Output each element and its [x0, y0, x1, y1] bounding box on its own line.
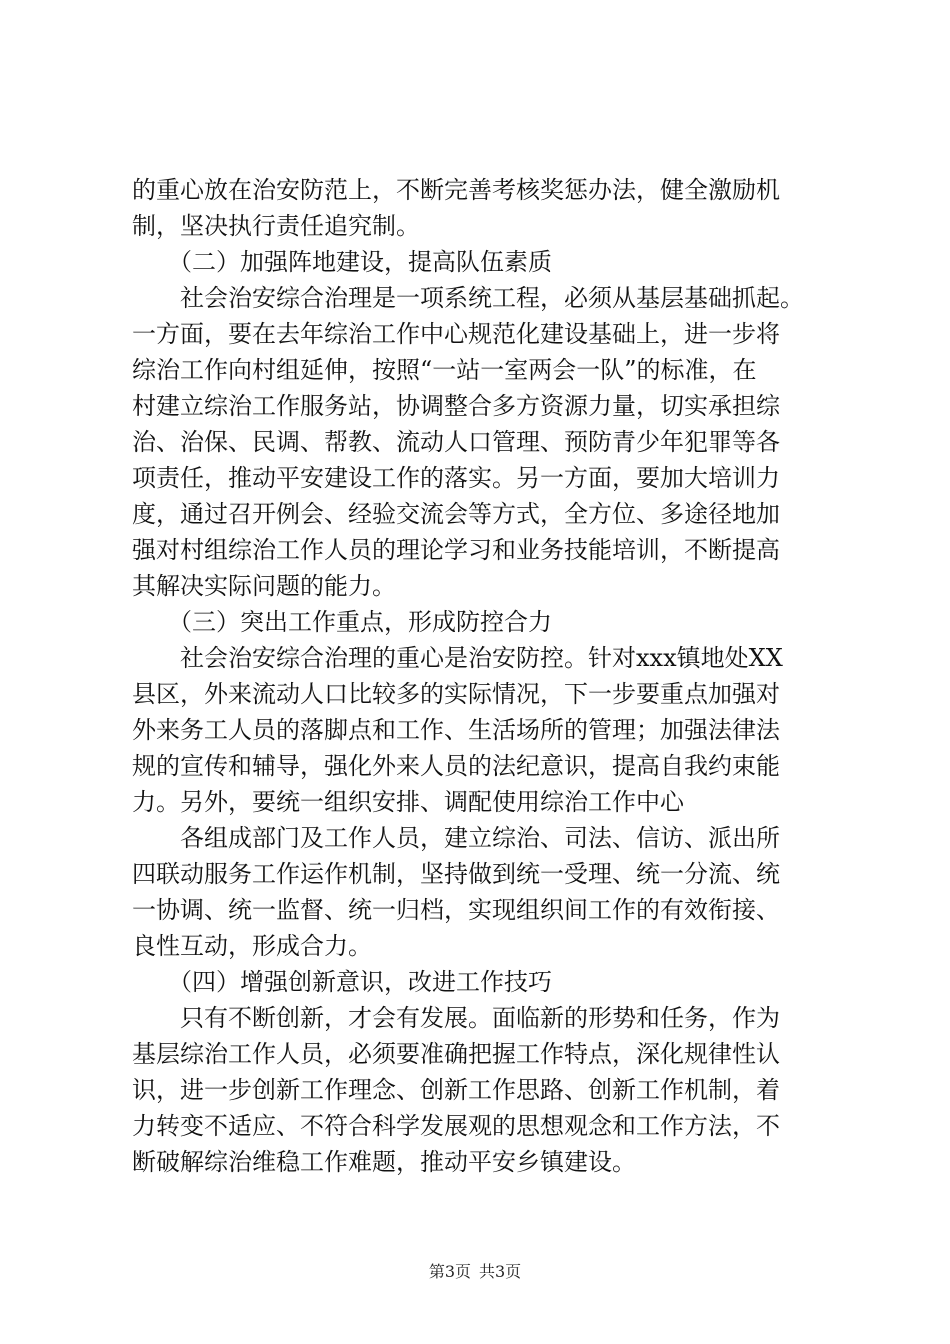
text-line: 一协调、统一监督、统一归档，实现组织间工作的有效衔接、 — [132, 896, 780, 924]
text-line: 度，通过召开例会、经验交流会等方式，全方位、多途径地加 — [132, 500, 780, 528]
text-line: 力转变不适应、不符合科学发展观的思想观念和工作方法，不 — [132, 1112, 780, 1140]
page-footer — [0, 1262, 950, 1282]
text-line: 其解决实际问题的能力。 — [132, 572, 396, 600]
text-line: 只有不断创新，才会有发展。面临新的形势和任务，作为 — [132, 1004, 780, 1032]
text-line: 社会治安综合治理是一项系统工程，必须从基层基础抓起。 — [132, 284, 804, 312]
text-line: 的重心放在治安防范上，不断完善考核奖惩办法，健全激励机 — [132, 176, 780, 204]
text-line: 县区，外来流动人口比较多的实际情况，下一步要重点加强对 — [132, 680, 780, 708]
text-line: 制，坚决执行责任追究制。 — [132, 212, 420, 240]
page-number: 第3页 — [428, 1262, 471, 1281]
text-line: 各组成部门及工作人员，建立综治、司法、信访、派出所 — [132, 824, 780, 852]
text-line: 强对村组综治工作人员的理论学习和业务技能培训，不断提高 — [132, 536, 780, 564]
text-line: 综治工作向村组延伸，按照“一站一室两会一队”的标准，在 — [132, 356, 757, 384]
text-line: 项责任，推动平安建设工作的落实。另一方面，要加大培训力 — [132, 464, 780, 492]
text-line: 社会治安综合治理的重心是治安防控。针对xxx镇地处XX — [132, 644, 783, 672]
text-line: 良性互动，形成合力。 — [132, 932, 372, 960]
text-line: 四联动服务工作运作机制，坚持做到统一受理、统一分流、统 — [132, 860, 780, 888]
text-line: 村建立综治工作服务站，协调整合多方资源力量，切实承担综 — [132, 392, 780, 420]
text-line: 力。另外，要统一组织安排、调配使用综治工作中心 — [132, 788, 684, 816]
text-line: 断破解综治维稳工作难题，推动平安乡镇建设。 — [132, 1148, 636, 1176]
text-line: 治、治保、民调、帮教、流动人口管理、预防青少年犯罪等各 — [132, 428, 780, 456]
text-line: 识，进一步创新工作理念、创新工作思路、创新工作机制，着 — [132, 1076, 780, 1104]
text-line: 外来务工人员的落脚点和工作、生活场所的管理；加强法律法 — [132, 716, 780, 744]
section-heading: （四）增强创新意识，改进工作技巧 — [132, 968, 552, 996]
page-total: 共3页 — [479, 1262, 522, 1281]
text-line: 基层综治工作人员，必须要准确把握工作特点，深化规律性认 — [132, 1040, 780, 1068]
section-heading: （三）突出工作重点，形成防控合力 — [132, 608, 552, 636]
text-line: 规的宣传和辅导，强化外来人员的法纪意识，提高自我约束能 — [132, 752, 780, 780]
section-heading: （二）加强阵地建设，提高队伍素质 — [132, 248, 552, 276]
document-body — [132, 172, 832, 1180]
text-line: 一方面，要在去年综治工作中心规范化建设基础上，进一步将 — [132, 320, 780, 348]
